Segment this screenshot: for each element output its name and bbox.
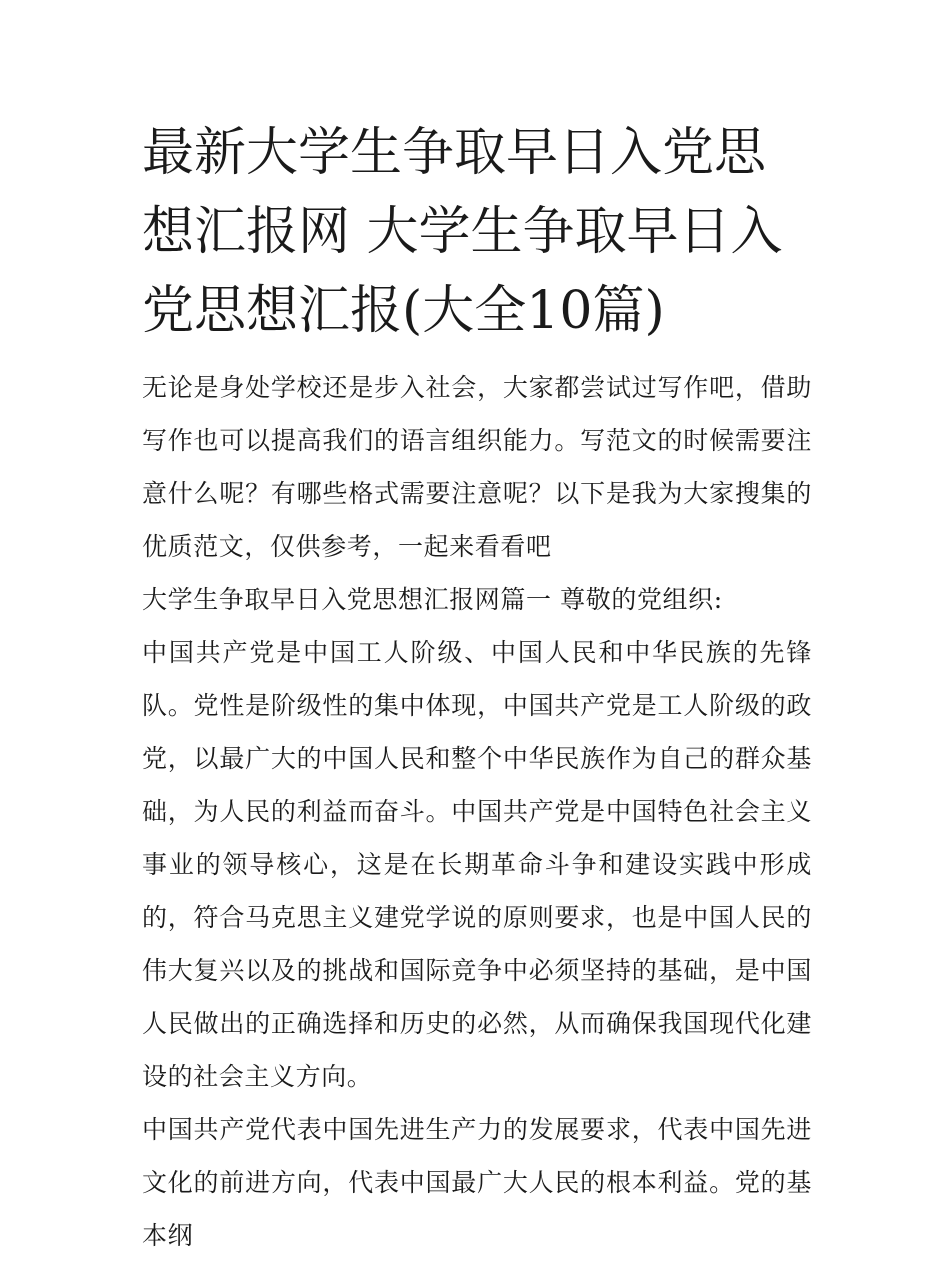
section-heading-paragraph: 大学生争取早日入党思想汇报网篇一 尊敬的党组织: <box>142 585 723 614</box>
document-title: 最新大学生争取早日入党思想汇报网 大学生争取早日入党思想汇报(大全10篇) <box>142 123 783 341</box>
body-paragraph: 中国共产党是中国工人阶级、中国人民和中华民族的先锋队。党性是阶级性的集中体现，中国共产党是工人阶级的政党，以最广大的中国人民和整个中华民族作为自己的群众基础，为人民的利益而奋斗。中国共产党是中国特色社会主义事业的领导核心，这是在长期革命斗争和建设实践中形成的，符合马克思主义建党学说的原则要求，也是中国人民的伟大复兴以及的挑战和国际竞争中必须坚持的基础，是中国人民做出的正确选择和历史的必然，从而确保我国现代化建设的社会主义方向。 <box>142 638 812 1091</box>
intro-paragraph: 无论是身处学校还是步入社会，大家都尝试过写作吧，借助写作也可以提高我们的语言组织能力。写范文的时候需要注意什么呢？有哪些格式需要注意呢？以下是我为大家搜集的优质范文，仅供参考，一起来看看吧 <box>142 373 812 561</box>
document-body <box>142 0 812 1262</box>
body-paragraph: 中国共产党代表中国先进生产力的发展要求，代表中国先进文化的前进方向，代表中国最广大人民的根本利益。党的基本纲 <box>142 1115 812 1250</box>
